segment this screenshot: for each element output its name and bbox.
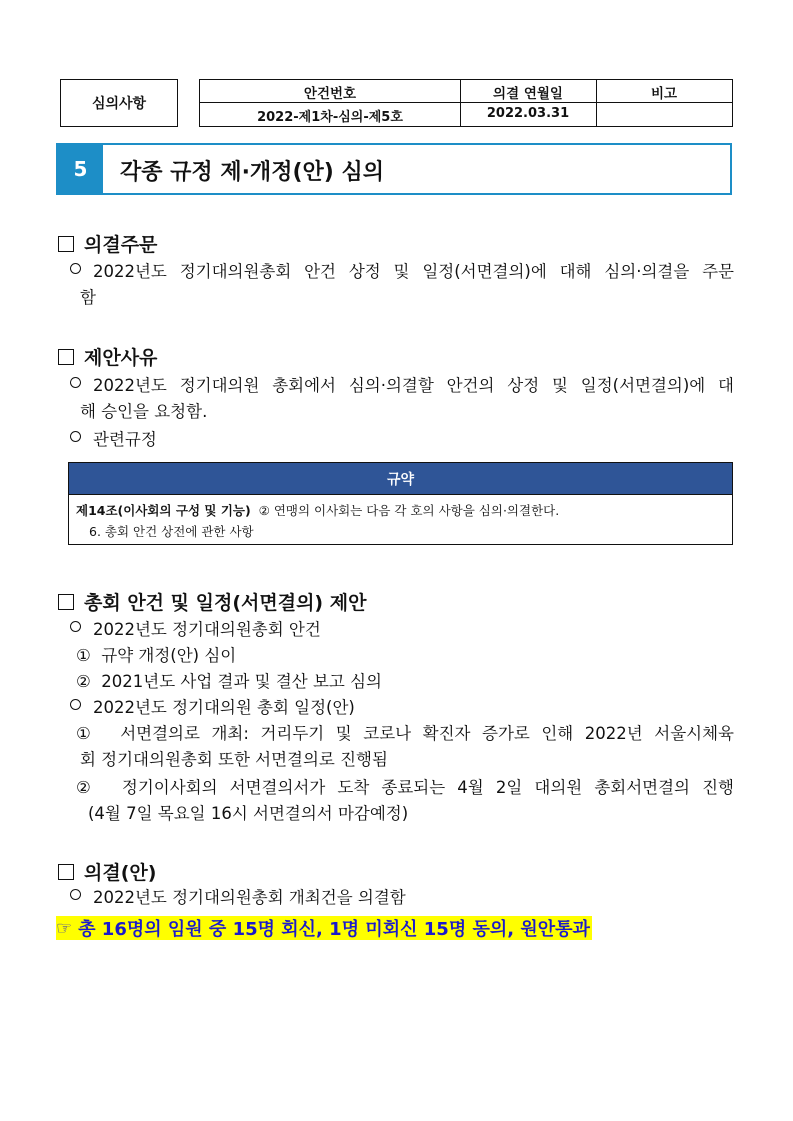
schedule-item-2: ② 정기이사회의 서면결의서가 도착 종료되는 4월 2일 대의원 총회서면결의 진행 [76, 778, 734, 797]
regulation-clause: ② 연맹의 이사회는 다음 각 호의 사항을 심의·의결한다. [258, 503, 560, 518]
regulation-article-title: 제14조(이사회의 구성 및 기능) [76, 503, 251, 518]
heading-decision-order: 의결주문 [58, 230, 157, 257]
agenda-info-table [199, 79, 733, 127]
schedule-item-1: ① 서면결의로 개최: 거리두기 및 코로나 확진자 증가로 인해 2022년 서울시체육 [76, 724, 734, 743]
decision-order-text-cont: 함 [80, 288, 96, 307]
schedule-intro: 2022년도 정기대의원 총회 일정(안) [70, 696, 355, 720]
category-cell [60, 79, 178, 127]
decision-date-value: 2022.03.31 [486, 106, 570, 121]
heading-proposal-reason: 제안사유 [58, 343, 157, 370]
vote-result-text: 총 16명의 임원 중 15명 회신, 1명 미회신 15명 동의, 원안통과 [78, 919, 590, 940]
schedule-item-2-cont: (4월 7일 목요일 16시 서면결의서 마감예정) [88, 804, 409, 823]
pointing-hand-icon: ☞ [56, 917, 73, 939]
regulation-article [76, 501, 559, 519]
agenda-list-intro: 2022년도 정기대의원총회 안건 [70, 618, 321, 642]
checkbox-square-icon [58, 349, 74, 365]
vote-result-highlight [56, 916, 592, 940]
agenda-item-2: ② 2021년도 사업 결과 및 결산 보고 심의 [76, 672, 382, 691]
regulation-item: 6. 총회 안건 상전에 관한 사항 [89, 524, 254, 539]
checkbox-square-icon [58, 864, 74, 880]
regulation-table [68, 462, 733, 545]
related-rules-text: 관련규정 [70, 428, 157, 452]
bullet-circle-icon [70, 263, 81, 274]
decision-date-header: 의결 연월일 [493, 86, 563, 102]
bullet-circle-icon [70, 889, 81, 900]
regulation-table-header: 규약 [69, 463, 732, 495]
proposal-reason-text: 2022년도 정기대의원 총회에서 심의·의결할 안건의 상정 및 일정(서면결의)에 대 [70, 374, 734, 398]
agenda-no-value: 2022-제1차-심의-제5호 [257, 110, 403, 125]
category-label: 심의사항 [91, 96, 147, 112]
bullet-circle-icon [70, 377, 81, 388]
bullet-circle-icon [70, 431, 81, 442]
resolution-text: 2022년도 정기대의원총회 개최건을 의결함 [70, 886, 406, 910]
decision-order-text: 2022년도 정기대의원총회 안건 상정 및 일정(서면결의)에 대해 심의·의결을 주문 [70, 260, 734, 284]
agenda-item-1: ① 규약 개정(안) 심이 [76, 646, 237, 665]
proposal-reason-text-cont: 해 승인을 요청함. [80, 402, 208, 421]
remarks-header: 비고 [650, 86, 678, 102]
agenda-no-header: 안건번호 [303, 86, 357, 102]
section-number: 5 [58, 145, 103, 193]
heading-resolution: 의결(안) [58, 858, 156, 885]
heading-agenda-schedule: 총회 안건 및 일정(서면결의) 제안 [58, 588, 366, 615]
bullet-circle-icon [70, 621, 81, 632]
schedule-item-1-cont: 회 정기대의원총회 또한 서면결의로 진행됨 [80, 750, 388, 769]
checkbox-square-icon [58, 594, 74, 610]
bullet-circle-icon [70, 699, 81, 710]
section-title-bar [56, 143, 732, 195]
checkbox-square-icon [58, 236, 74, 252]
page-title: 각종 규정 제·개정(안) 심의 [120, 160, 384, 185]
